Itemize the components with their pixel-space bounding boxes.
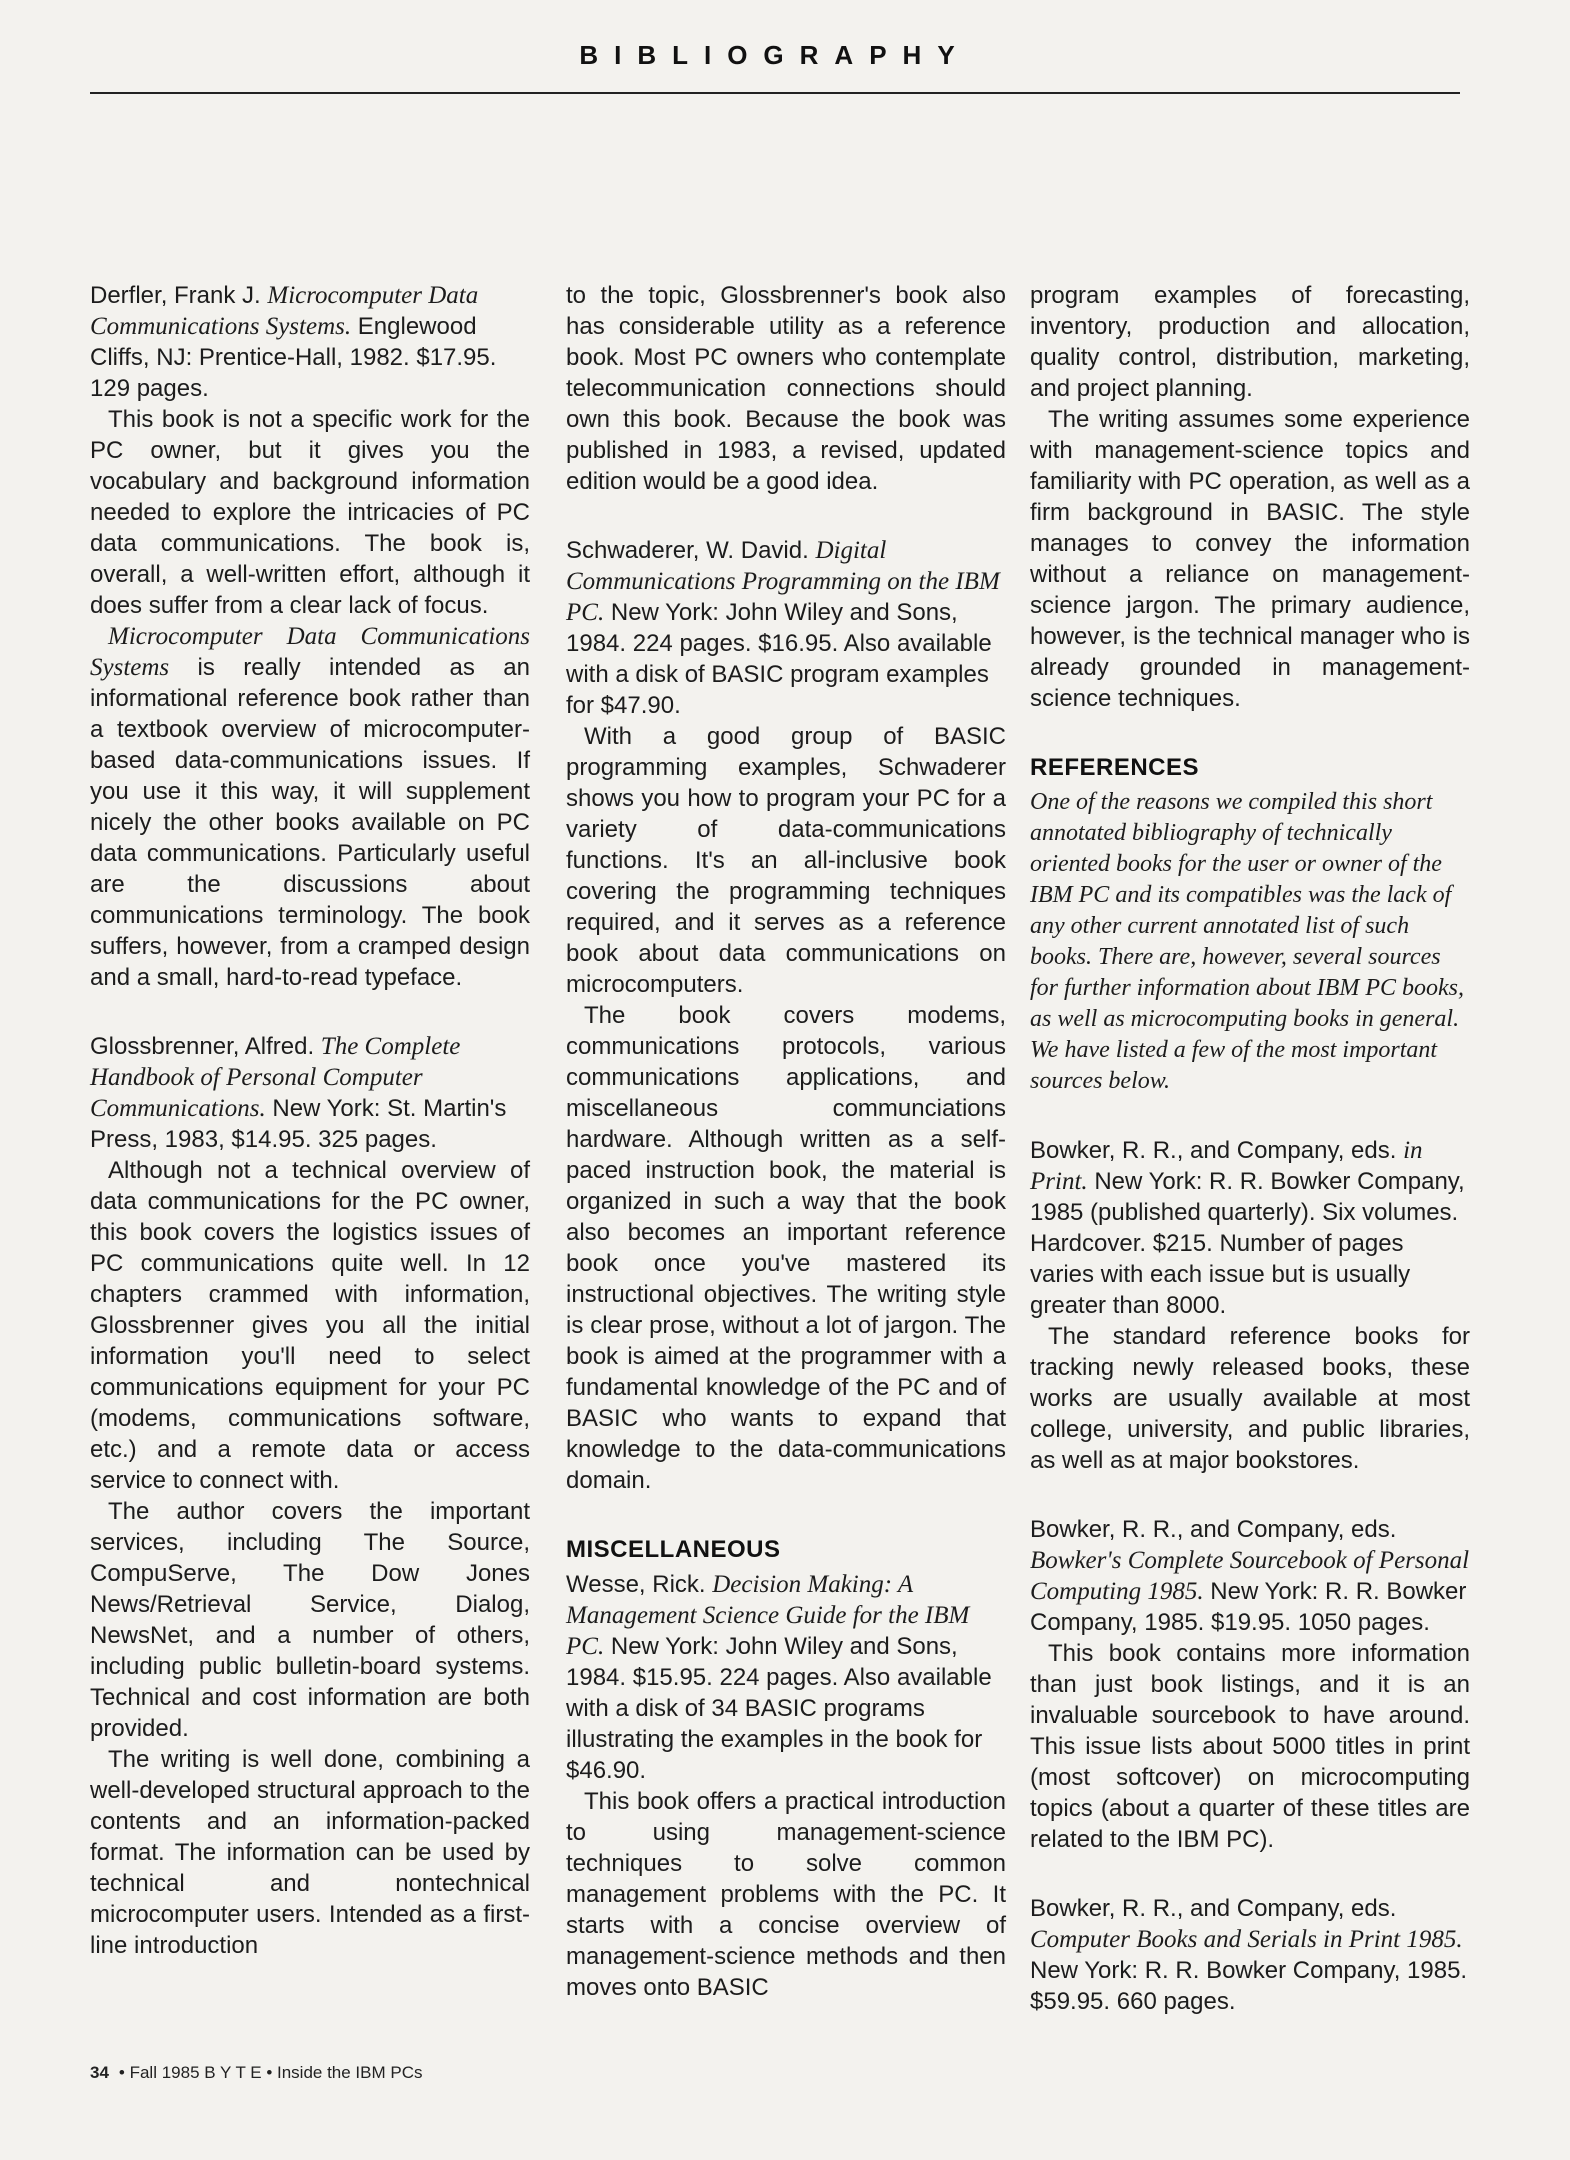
bib-entry-wesse <box>566 1569 1006 2003</box>
annotation-paragraph: This book contains more information than just book listings, and it is an invaluable sourcebook to have around. This issue lists about 5000 titles in print (most softcover) on microcomputing topics (about a quarter of these titles are related to the IBM PC). <box>1030 1640 1470 1853</box>
citation: Derfler, Frank J. Microcomputer Data Communications Systems. Englewood Cliffs, NJ: Prentice-Hall, 1982. $17.95. 129 pages. <box>90 282 497 402</box>
annotation-paragraph: This book is not a specific work for the PC owner, but it gives you the vocabulary and background information needed to explore the intricacies of PC data communications. The book is, overall, a well-written effort, although it does suffer from a clear lack of focus. <box>90 406 530 619</box>
annotation-paragraph: Although not a technical overview of data communications for the PC owner, this book covers the logistics issues of PC communications quite well. In 12 chapters crammed with information, Glossbrenner gives you all the initial information you'll need to select communications equipment for your PC (modems, communications software, etc.) and a remote data or access service to connect with. <box>90 1157 530 1494</box>
bib-entry-glossbrenner-cont <box>566 280 1006 497</box>
column-1 <box>90 280 530 1999</box>
bib-entry-schwaderer <box>566 535 1006 1496</box>
citation: Bowker, R. R., and Company, eds. in Print. New York: R. R. Bowker Company, 1985 (published quarterly). Six volumes. Hardcover. $215. Number of pages varies with each issue but is usually greater than 8000. <box>1030 1137 1465 1319</box>
column-2 <box>566 280 1006 2041</box>
annotation-paragraph: The author covers the important services, including The Source, CompuServe, The Dow Jones News/Retrieval Service, Dialog, NewsNet, and a number of others, including public bulletin-board systems. Technical and cost information are both provided. <box>90 1498 530 1742</box>
column-3 <box>1030 280 1470 2055</box>
section-heading-miscellaneous: MISCELLANEOUS <box>566 1536 781 1563</box>
section-heading-references: REFERENCES <box>1030 754 1200 781</box>
bib-entry-bowker-in-print <box>1030 1135 1470 1476</box>
annotation-paragraph: With a good group of BASIC programming examples, Schwaderer shows you how to program your PC for a variety of data-communications functions. It's an all-inclusive book covering the programming techniques required, and it serves as a reference book about data communications on microcomputers. <box>566 723 1006 998</box>
bib-entry-bowker-computer-books <box>1030 1893 1470 2017</box>
citation: Bowker, R. R., and Company, eds. Computer Books and Serials in Print 1985. New York: R. R. Bowker Company, 1985. $59.95. 660 pages. <box>1030 1895 1468 2015</box>
annotation-paragraph: program examples of forecasting, inventory, production and allocation, quality control, distribution, marketing, and project planning. <box>1030 282 1470 402</box>
annotation-paragraph: The standard reference books for tracking newly released books, these works are usually available at most college, university, and public libraries, as well as at major bookstores. <box>1030 1323 1470 1474</box>
bib-entry-derfler <box>90 280 530 993</box>
page-number: 34 <box>90 2063 109 2082</box>
annotation-paragraph: The writing assumes some experience with management-science topics and familiarity with PC operation, as well as a firm background in BASIC. The style manages to convey the information without a reliance on management-science jargon. The primary audience, however, is the technical manager who is already grounded in management-science techniques. <box>1030 406 1470 712</box>
citation: Glossbrenner, Alfred. The Complete Handbook of Personal Computer Communications. New York: St. Martin's Press, 1983, $14.95. 325 pages. <box>90 1033 507 1153</box>
annotation-paragraph: Microcomputer Data Communications Systems is really intended as an informational reference book rather than a textbook overview of microcomputer-based data-communications issues. If you use it this way, it will supplement nicely the other books available on PC data communications. Particularly useful are the discussions about communications terminology. The book suffers, however, from a cramped design and a small, hard-to-read typeface. <box>90 623 530 991</box>
bib-entry-bowker-sourcebook <box>1030 1514 1470 1855</box>
citation: Schwaderer, W. David. Digital Communications Programming on the IBM PC. New York: John Wiley and Sons, 1984. 224 pages. $16.95. Also available with a disk of BASIC program examples for $47.90. <box>566 537 1000 719</box>
references-intro: One of the reasons we compiled this short annotated bibliography of technically oriented books for the user or owner of the IBM PC and its compatibles was the lack of any other current annotated list of such books. There are, however, several sources for further information about IBM PC books, as well as microcomputing books in general. We have listed a few of the most important sources below. <box>1030 789 1464 1094</box>
annotation-paragraph: The writing is well done, combining a well-developed structural approach to the contents and an information-packed format. The information can be used by technical and nontechnical microcomputer users. Intended as a first-line introduction <box>90 1746 530 1959</box>
citation: Wesse, Rick. Decision Making: A Management Science Guide for the IBM PC. New York: John Wiley and Sons, 1984. $15.95. 224 pages. Also available with a disk of 34 BASIC programs illustrating the examples in the book for $46.90. <box>566 1571 992 1784</box>
bib-entry-wesse-cont <box>1030 280 1470 714</box>
page-footer <box>90 2063 423 2083</box>
bib-entry-glossbrenner <box>90 1031 530 1961</box>
page-header-title: BIBLIOGRAPHY <box>579 40 971 70</box>
annotation-paragraph: to the topic, Glossbrenner's book also has considerable utility as a reference book. Most PC owners who contemplate telecommunication connections should own this book. Because the book was published in 1983, a revised, updated edition would be a good idea. <box>566 282 1006 495</box>
footer-text: • Fall 1985 B Y T E • Inside the IBM PCs <box>118 2063 423 2082</box>
annotation-paragraph: The book covers modems, communications protocols, various communications applications, and miscellaneous communciations hardware. Although written as a self-paced instruction book, the material is organized in such a way that the book also becomes an important reference book once you've mastered its instructional objectives. The writing style is clear prose, without a lot of jargon. The book is aimed at the programmer with a fundamental knowledge of the PC and of BASIC who wants to expand that knowledge to the data-communications domain. <box>566 1002 1006 1494</box>
citation: Bowker, R. R., and Company, eds. Bowker's Complete Sourcebook of Personal Computing 1985. New York: R. R. Bowker Company, 1985. $19.95. 1050 pages. <box>1030 1516 1470 1636</box>
annotation-paragraph: This book offers a practical introduction to using management-science techniques to solve common management problems with the PC. It starts with a concise overview of management-science methods and then moves onto BASIC <box>566 1788 1006 2001</box>
header-rule <box>90 92 1460 94</box>
